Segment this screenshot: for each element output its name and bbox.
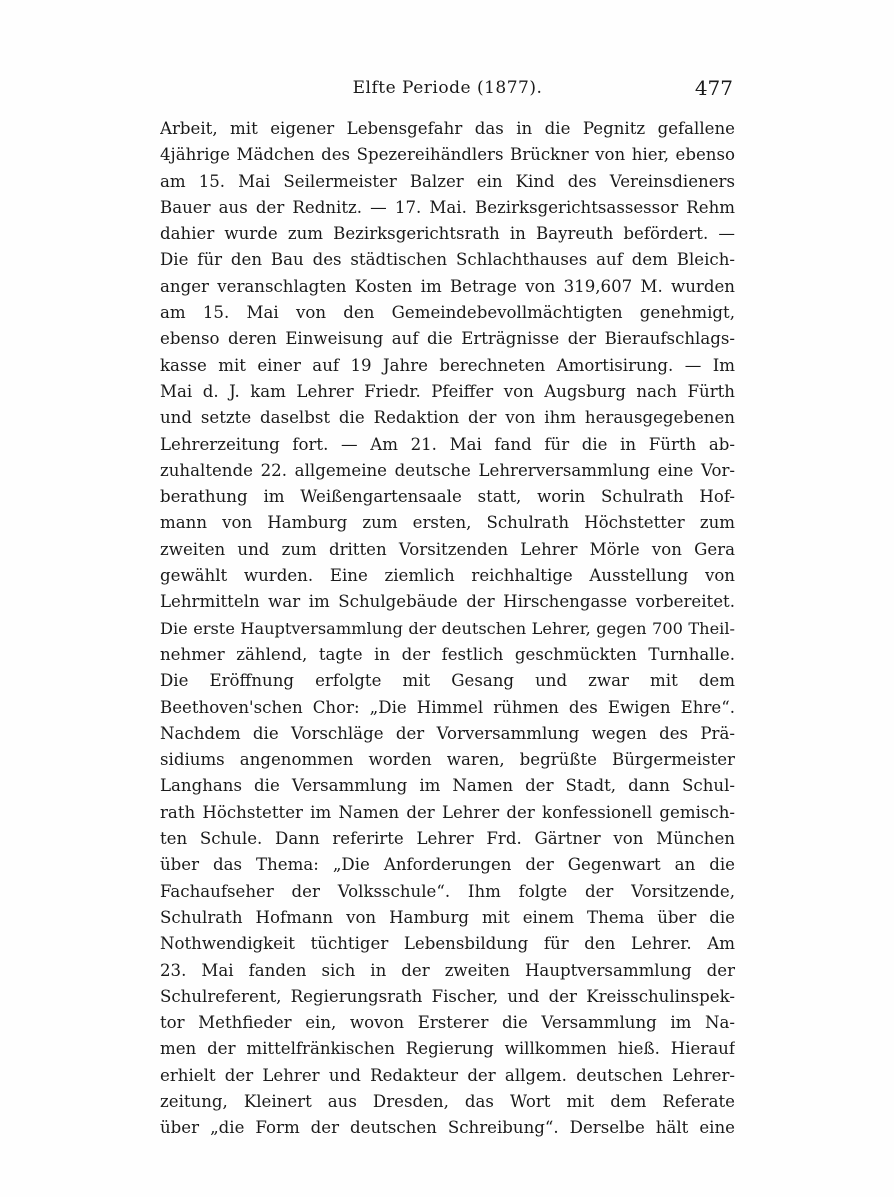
text-line: Die Eröffnung erfolgte mit Gesang und zwar mit dem <box>160 671 735 691</box>
text-line: Arbeit, mit eigener Lebensgefahr das in die Pegnitz gefallene <box>160 119 735 138</box>
text-line: zuhaltende 22. allgemeine deutsche Lehrerversammlung eine Vor- <box>160 460 735 480</box>
text-line: Die erste Hauptversammlung der deutschen Lehrer, gegen 700 Theil- <box>160 618 735 638</box>
text-line: Fachaufseher der Volksschule“. Ihm folgte der Vorsitzende, <box>160 881 735 901</box>
text-line: Beethoven'schen Chor: „Die Himmel rühmen des Ewigen Ehre“. <box>160 697 735 717</box>
text-line: über „die Form der deutschen Schreibung“. Derselbe hält eine <box>160 1118 735 1138</box>
text-line: Nachdem die Vorschläge der Vorversammlung wegen des Prä- <box>160 723 735 743</box>
text-line: Langhans die Versammlung im Namen der Stadt, dann Schul- <box>160 776 735 796</box>
text-line: Nothwendigkeit tüchtiger Lebensbildung für den Lehrer. Am <box>160 934 735 954</box>
text-line: erhielt der Lehrer und Redakteur der allgem. deutschen Lehrer- <box>160 1065 735 1085</box>
text-line: und setzte daselbst die Redaktion der von ihm herausgegebenen <box>160 408 735 428</box>
text-line: Lehrmitteln war im Schulgebäude der Hirschengasse vorbereitet. <box>160 592 735 612</box>
text-line: rath Höchstetter im Namen der Lehrer der konfessionell gemisch- <box>160 802 735 822</box>
body-text <box>160 116 735 1142</box>
text-line: gewählt wurden. Eine ziemlich reichhaltige Ausstellung von <box>160 566 735 586</box>
text-line: mann von Hamburg zum ersten, Schulrath Höchstetter zum <box>160 513 735 533</box>
text-line: berathung im Weißengartensaale statt, worin Schulrath Hof- <box>160 487 735 507</box>
text-line: ebenso deren Einweisung auf die Erträgnisse der Bieraufschlags- <box>160 329 735 349</box>
page-number: 477 <box>694 76 733 100</box>
text-line: dahier wurde zum Bezirksgerichtsrath in Bayreuth befördert. — <box>160 224 735 244</box>
text-line: kasse mit einer auf 19 Jahre berechneten Amortisirung. — Im <box>160 355 735 375</box>
text-line: anger veranschlagten Kosten im Betrage von 319,607 M. wurden <box>160 276 735 296</box>
text-line: Die für den Bau des städtischen Schlachthauses auf dem Bleich- <box>160 250 735 270</box>
text-line: ten Schule. Dann referirte Lehrer Frd. Gärtner von München <box>160 829 735 849</box>
text-line: men der mittelfränkischen Regierung willkommen hieß. Hierauf <box>160 1039 735 1059</box>
text-line: zweiten und zum dritten Vorsitzenden Lehrer Mörle von Gera <box>160 539 735 559</box>
text-line: am 15. Mai Seilermeister Balzer ein Kind des Vereinsdieners <box>160 171 735 191</box>
text-line: 4jährige Mädchen des Spezereihändlers Brückner von hier, ebenso <box>160 145 735 165</box>
text-line: Bauer aus der Rednitz. — 17. Mai. Bezirksgerichtsassessor Rehm <box>160 197 735 217</box>
text-line: am 15. Mai von den Gemeindebevollmächtigten genehmigt, <box>160 303 735 323</box>
text-line: tor Methfieder ein, wovon Ersterer die Versammlung im Na- <box>160 1013 735 1033</box>
text-line: Lehrerzeitung fort. — Am 21. Mai fand für die in Fürth ab- <box>160 434 735 454</box>
running-head: Elfte Periode (1877). <box>352 78 543 98</box>
page-header <box>160 74 735 106</box>
text-line: nehmer zählend, tagte in der festlich geschmückten Turnhalle. <box>160 644 735 664</box>
text-line: sidiums angenommen worden waren, begrüßte Bürgermeister <box>160 750 735 770</box>
text-line: Schulrath Hofmann von Hamburg mit einem Thema über die <box>160 907 735 927</box>
text-line: über das Thema: „Die Anforderungen der Gegenwart an die <box>160 855 735 875</box>
text-line: Schulreferent, Regierungsrath Fischer, und der Kreisschulinspek- <box>160 986 735 1006</box>
text-line: Mai d. J. kam Lehrer Friedr. Pfeiffer von Augsburg nach Fürth <box>160 381 735 401</box>
text-line: 23. Mai fanden sich in der zweiten Hauptversammlung der <box>160 960 735 980</box>
text-line: zeitung, Kleinert aus Dresden, das Wort mit dem Referate <box>160 1091 735 1111</box>
